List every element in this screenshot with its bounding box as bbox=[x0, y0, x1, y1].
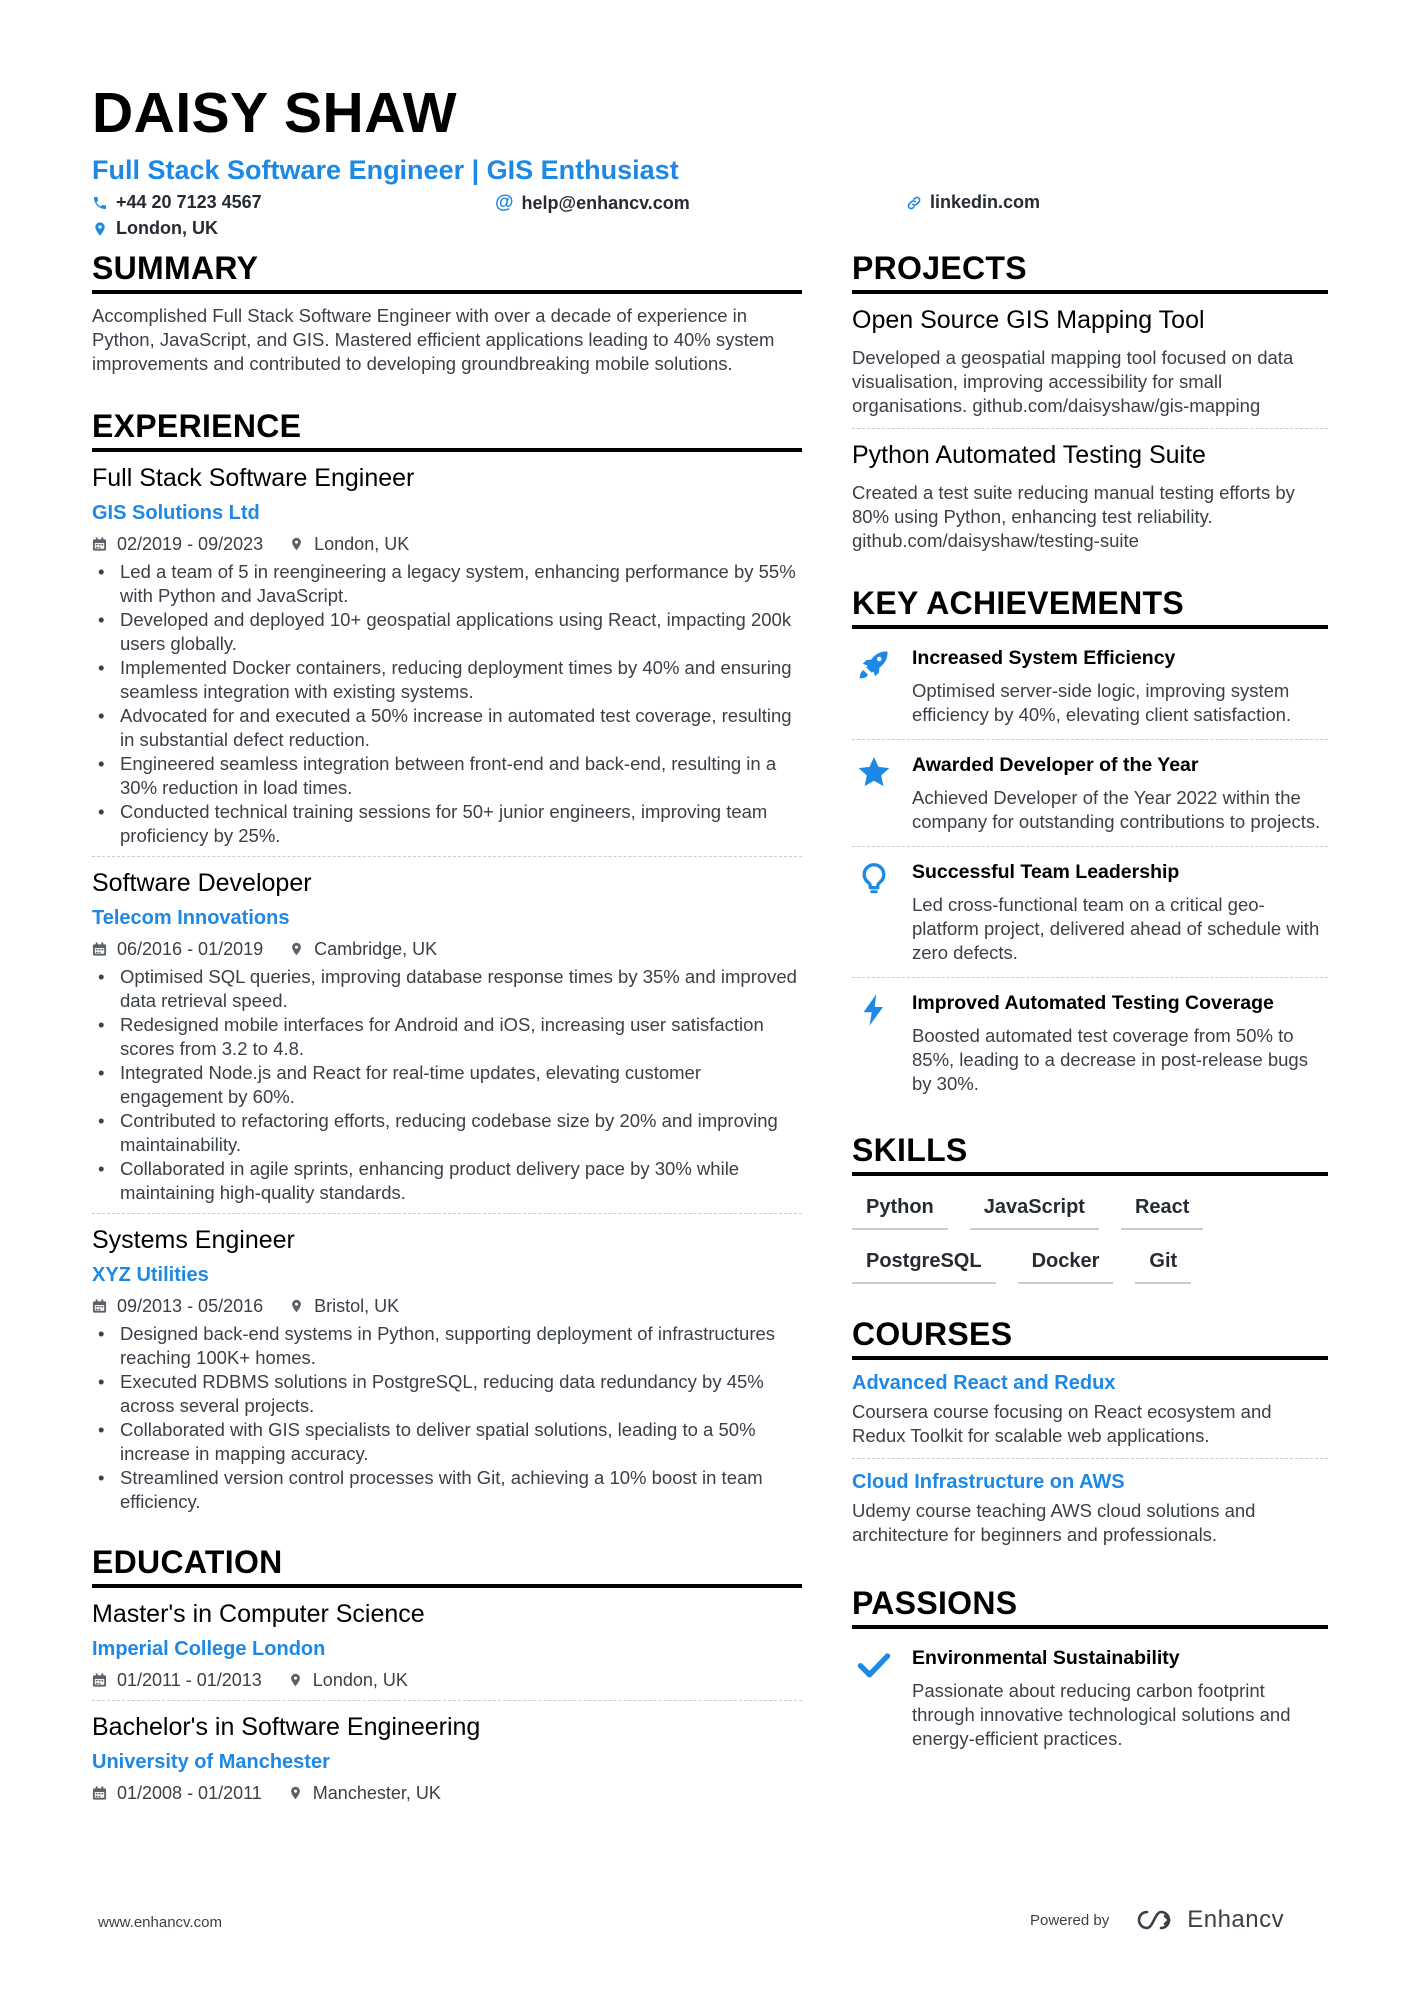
experience-heading: EXPERIENCE bbox=[92, 406, 802, 452]
job-dates: 06/2016 - 01/2019 bbox=[117, 939, 264, 959]
company-name: Telecom Innovations bbox=[92, 907, 290, 929]
enhancv-logo-icon bbox=[1135, 1907, 1179, 1933]
education-meta bbox=[92, 1781, 802, 1805]
phone-contact bbox=[92, 192, 262, 213]
achievement-title: Improved Automated Testing Coverage bbox=[912, 992, 1274, 1014]
brand-logo[interactable] bbox=[1135, 1906, 1284, 1934]
project-title: Python Automated Testing Suite bbox=[852, 441, 1206, 469]
education-heading: EDUCATION bbox=[92, 1542, 802, 1588]
footer-branding bbox=[1030, 1906, 1284, 1934]
achievements-section bbox=[852, 583, 1328, 1108]
achievement-title: Awarded Developer of the Year bbox=[912, 754, 1199, 776]
calendar-icon bbox=[92, 1672, 107, 1688]
lightbulb-icon bbox=[856, 861, 892, 897]
education-location: Manchester, UK bbox=[312, 1783, 441, 1803]
skill-tag: React bbox=[1121, 1194, 1203, 1230]
course-title: Cloud Infrastructure on AWS bbox=[852, 1471, 1125, 1493]
location-pin-icon bbox=[289, 536, 304, 552]
experience-entry bbox=[92, 1213, 802, 1522]
list-item: • Developed and deployed 10+ geospatial applications using React, impacting 200k users globally. bbox=[92, 608, 802, 656]
education-dates: 01/2008 - 01/2011 bbox=[117, 1783, 262, 1803]
experience-entry bbox=[92, 462, 802, 856]
list-item: • Streamlined version control processes with Git, achieving a 10% boost in team efficiency. bbox=[92, 1466, 802, 1514]
summary-section bbox=[92, 248, 802, 376]
powered-by-label: Powered by bbox=[1030, 1911, 1110, 1929]
lightning-icon bbox=[856, 992, 892, 1028]
phone-icon bbox=[92, 195, 108, 211]
skills-section bbox=[852, 1130, 1328, 1284]
achievement-entry bbox=[852, 977, 1328, 1108]
job-title: Full Stack Software Engineer bbox=[92, 464, 415, 492]
list-item: • Collaborated in agile sprints, enhancing product delivery pace by 30% while maintaining high-quality standards. bbox=[92, 1157, 802, 1205]
degree-title: Master's in Computer Science bbox=[92, 1600, 425, 1628]
phone-number: +44 20 7123 4567 bbox=[116, 192, 262, 212]
list-item: • Executed RDBMS solutions in PostgreSQL, reducing data redundancy by 45% across several projects. bbox=[92, 1370, 802, 1418]
project-entry bbox=[852, 304, 1328, 428]
footer-website[interactable]: www.enhancv.com bbox=[98, 1914, 222, 1931]
location-pin-icon bbox=[288, 1785, 303, 1801]
education-entry bbox=[92, 1598, 802, 1700]
skill-tag: Git bbox=[1135, 1248, 1191, 1284]
job-meta bbox=[92, 532, 802, 556]
location-pin-icon bbox=[289, 1298, 304, 1314]
list-item: • Engineered seamless integration between front-end and back-end, resulting in a 30% reduction in load times. bbox=[92, 752, 802, 800]
skills-list bbox=[852, 1186, 1328, 1284]
education-meta bbox=[92, 1668, 802, 1692]
achievement-entry bbox=[852, 846, 1328, 977]
job-title: Software Developer bbox=[92, 869, 312, 897]
degree-title: Bachelor's in Software Engineering bbox=[92, 1713, 481, 1741]
course-title: Advanced React and Redux bbox=[852, 1372, 1116, 1394]
achievement-title: Increased System Efficiency bbox=[912, 647, 1176, 669]
job-location: Bristol, UK bbox=[314, 1296, 400, 1316]
summary-text: Accomplished Full Stack Software Engineer with over a decade of experience in Python, JavaScript, and GIS. Mastered efficient applications leading to 40% system improvements and contributed to developing groundbreaking mobile solutions. bbox=[92, 305, 775, 374]
achievement-entry bbox=[852, 739, 1328, 846]
project-title: Open Source GIS Mapping Tool bbox=[852, 306, 1205, 334]
course-description: Coursera course focusing on React ecosystem and Redux Toolkit for scalable web applications. bbox=[852, 1401, 1272, 1446]
list-item: • Optimised SQL queries, improving database response times by 35% and improved data retrieval speed. bbox=[92, 965, 802, 1013]
list-item: • Implemented Docker containers, reducing deployment times by 40% and ensuring seamless integration with existing systems. bbox=[92, 656, 802, 704]
passions-heading: PASSIONS bbox=[852, 1583, 1328, 1629]
email-address[interactable]: help@enhancv.com bbox=[521, 192, 690, 213]
achievement-description: Led cross-functional team on a critical geo-platform project, delivered ahead of schedule with zero defects. bbox=[912, 894, 1320, 963]
education-dates: 01/2011 - 01/2013 bbox=[117, 1670, 262, 1690]
passion-description: Passionate about reducing carbon footprint through innovative technological solutions and energy-efficient practices. bbox=[912, 1680, 1291, 1749]
skills-heading: SKILLS bbox=[852, 1130, 1328, 1176]
location-pin-icon bbox=[92, 221, 108, 237]
job-title: Systems Engineer bbox=[92, 1226, 295, 1254]
brand-name: Enhancv bbox=[1187, 1906, 1285, 1933]
job-dates: 09/2013 - 05/2016 bbox=[117, 1296, 264, 1316]
calendar-icon bbox=[92, 1785, 107, 1801]
skill-tag: Docker bbox=[1018, 1248, 1114, 1284]
skill-tag: JavaScript bbox=[970, 1194, 1099, 1230]
achievement-entry bbox=[852, 639, 1328, 739]
projects-heading: PROJECTS bbox=[852, 248, 1328, 294]
skill-tag: Python bbox=[852, 1194, 948, 1230]
project-description: Created a test suite reducing manual testing efforts by 80% using Python, enhancing test reliability. github.com/daisyshaw/testing-suite bbox=[852, 482, 1295, 551]
passion-title: Environmental Sustainability bbox=[912, 1647, 1180, 1669]
skill-tag: PostgreSQL bbox=[852, 1248, 996, 1284]
education-section bbox=[92, 1542, 802, 1813]
passions-section bbox=[852, 1583, 1328, 1763]
school-name: Imperial College London bbox=[92, 1638, 326, 1660]
calendar-icon bbox=[92, 536, 107, 552]
linkedin-link[interactable]: linkedin.com bbox=[930, 192, 1041, 212]
job-bullets bbox=[92, 1322, 802, 1514]
calendar-icon bbox=[92, 1298, 107, 1314]
experience-section bbox=[92, 406, 802, 1522]
location-pin-icon bbox=[289, 941, 304, 957]
education-location: London, UK bbox=[312, 1670, 408, 1690]
list-item: • Led a team of 5 in reengineering a legacy system, enhancing performance by 55% with Python and JavaScript. bbox=[92, 560, 802, 608]
star-icon bbox=[856, 754, 892, 790]
job-location: London, UK bbox=[314, 534, 410, 554]
company-name: GIS Solutions Ltd bbox=[92, 502, 260, 524]
project-description: Developed a geospatial mapping tool focused on data visualisation, improving accessibility for small organisations. github.com/daisyshaw/gis-mapping bbox=[852, 347, 1294, 416]
project-entry bbox=[852, 428, 1328, 563]
achievement-title: Successful Team Leadership bbox=[912, 861, 1180, 883]
courses-heading: COURSES bbox=[852, 1314, 1328, 1360]
list-item: • Integrated Node.js and React for real-time updates, elevating customer engagement by 60%. bbox=[92, 1061, 802, 1109]
location-pin-icon bbox=[288, 1672, 303, 1688]
left-column bbox=[92, 248, 802, 1843]
rocket-icon bbox=[856, 647, 892, 683]
contact-info bbox=[92, 192, 1332, 246]
passion-entry bbox=[852, 1639, 1328, 1763]
job-meta bbox=[92, 937, 802, 961]
job-bullets bbox=[92, 560, 802, 848]
list-item: • Redesigned mobile interfaces for Android and iOS, increasing user satisfaction scores from 3.2 to 4.8. bbox=[92, 1013, 802, 1061]
achievement-description: Optimised server-side logic, improving system efficiency by 40%, elevating client satisfaction. bbox=[912, 680, 1292, 725]
summary-heading: SUMMARY bbox=[92, 248, 802, 294]
company-name: XYZ Utilities bbox=[92, 1264, 209, 1286]
link-icon bbox=[906, 195, 922, 211]
job-dates: 02/2019 - 09/2023 bbox=[117, 534, 264, 554]
list-item: • Collaborated with GIS specialists to deliver spatial solutions, leading to a 50% increase in mapping accuracy. bbox=[92, 1418, 802, 1466]
experience-entry bbox=[92, 856, 802, 1213]
job-location: Cambridge, UK bbox=[314, 939, 438, 959]
course-description: Udemy course teaching AWS cloud solutions and architecture for beginners and professionals. bbox=[852, 1500, 1256, 1545]
calendar-icon bbox=[92, 941, 107, 957]
course-entry bbox=[852, 1370, 1328, 1458]
linkedin-contact[interactable] bbox=[906, 192, 1040, 213]
location-text: London, UK bbox=[116, 218, 218, 238]
job-meta bbox=[92, 1294, 802, 1318]
education-entry bbox=[92, 1700, 802, 1813]
list-item: • Contributed to refactoring efforts, reducing codebase size by 20% and improving maintainability. bbox=[92, 1109, 802, 1157]
achievements-heading: KEY ACHIEVEMENTS bbox=[852, 583, 1328, 629]
achievement-description: Achieved Developer of the Year 2022 within the company for outstanding contributions to projects. bbox=[912, 787, 1321, 832]
at-icon: @ bbox=[495, 192, 514, 213]
job-bullets bbox=[92, 965, 802, 1205]
courses-section bbox=[852, 1314, 1328, 1557]
course-entry bbox=[852, 1458, 1328, 1557]
candidate-title: Full Stack Software Engineer | GIS Enthusiast bbox=[92, 155, 679, 185]
right-column bbox=[852, 248, 1328, 1793]
email-contact[interactable] bbox=[495, 192, 690, 214]
resume-header bbox=[92, 80, 1332, 246]
list-item: • Advocated for and executed a 50% increase in automated test coverage, resulting in substantial defect reduction. bbox=[92, 704, 802, 752]
candidate-name: DAISY SHAW bbox=[92, 81, 458, 145]
school-name: University of Manchester bbox=[92, 1751, 330, 1773]
projects-section bbox=[852, 248, 1328, 563]
list-item: • Designed back-end systems in Python, supporting deployment of infrastructures reaching 100K+ homes. bbox=[92, 1322, 802, 1370]
checkmark-icon bbox=[856, 1647, 892, 1683]
location-contact bbox=[92, 218, 218, 239]
achievement-description: Boosted automated test coverage from 50% to 85%, leading to a decrease in post-release bugs by 30%. bbox=[912, 1025, 1308, 1094]
list-item: • Conducted technical training sessions for 50+ junior engineers, improving team proficiency by 25%. bbox=[92, 800, 802, 848]
